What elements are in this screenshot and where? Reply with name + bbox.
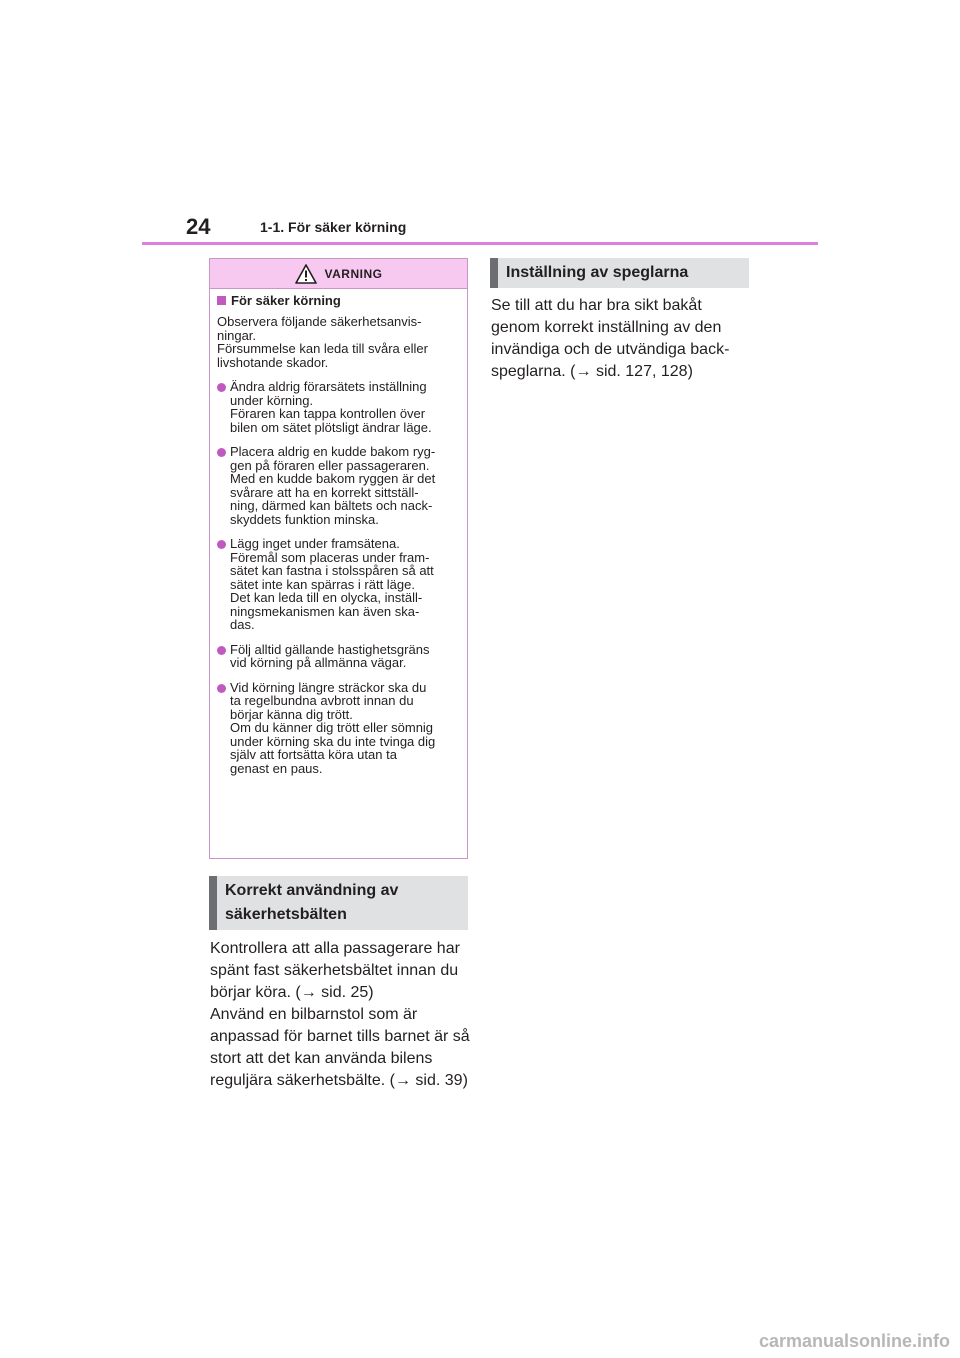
square-bullet-icon (217, 296, 226, 305)
mirrors-text: Se till att du har bra sikt bakåt genom korrekt inställning av den invändiga och de utvändiga back- speglarna. (→ sid. 127, 128) (491, 297, 730, 380)
warning-item-text: Följ alltid gällande hastighetsgräns vid körning på allmänna vägar. (230, 641, 430, 670)
watermark: carmanualsonline.info (758, 1331, 950, 1351)
warning-item-text: Vid körning längre sträckor ska du ta regelbundna avbrott innan du börjar känna dig trött. Om du känner dig trött eller sömnig under körning ska du inte tvinga dig själv att fortsätta köra utan ta genast en paus. (230, 679, 436, 776)
warning-item-text: Ändra aldrig förarsätets inställning under körning. Föraren kan tappa kontrollen över bilen om sätet plötsligt ändrar läge. (230, 379, 432, 435)
bullet-dot-icon (217, 383, 226, 392)
warning-label: VARNING (324, 266, 383, 281)
warning-item-text: Placera aldrig en kudde bakom ryg- gen på föraren eller passageraren. Med en kudde bakom ryggen är det svårare att ha en korrekt sittställ- ning, därmed kan bältets och nack- skyddets funktion minska. (230, 444, 436, 527)
warning-list-item (217, 681, 461, 776)
warning-box (209, 258, 468, 859)
mirrors-heading: Inställning av speglarna (490, 258, 749, 288)
warning-list-item (217, 445, 461, 526)
warning-list-item (217, 643, 461, 670)
warning-list-item (217, 537, 461, 632)
bullet-dot-icon (217, 448, 226, 457)
section-title: 1-1. För säker körning (260, 219, 407, 235)
bullet-dot-icon (217, 684, 226, 693)
warning-subheading (217, 293, 461, 308)
warning-subheading-text: För säker körning (231, 293, 341, 308)
warning-intro: Observera följande säkerhetsanvis- ningar. Försummelse kan leda till svåra eller livshotande skador. (217, 314, 428, 370)
warning-triangle-icon (295, 264, 317, 284)
seatbelt-text: Kontrollera att alla passagerare har spänt fast säkerhetsbältet innan du börjar köra. (→ sid. 25) Använd en bilbarnstol som är anpassad för barnet tills barnet är så stort att det kan använda bilens reguljära säkerhetsbälte. (→ sid. 39) (210, 940, 470, 1089)
seatbelt-heading: Korrekt användning av säkerhetsbälten (209, 876, 468, 930)
header-rule (142, 242, 818, 245)
bullet-dot-icon (217, 540, 226, 549)
warning-list-item (217, 380, 461, 434)
warning-header (210, 259, 467, 289)
warning-item-text: Lägg inget under framsätena. Föremål som placeras under fram- sätet kan fastna i stolsspåren så att sätet inte kan spärras i rätt läge. Det kan leda till en olycka, inställ- ningsmekanismen kan även ska- das. (230, 536, 434, 632)
bullet-dot-icon (217, 646, 226, 655)
page-number: 24 (186, 214, 211, 239)
